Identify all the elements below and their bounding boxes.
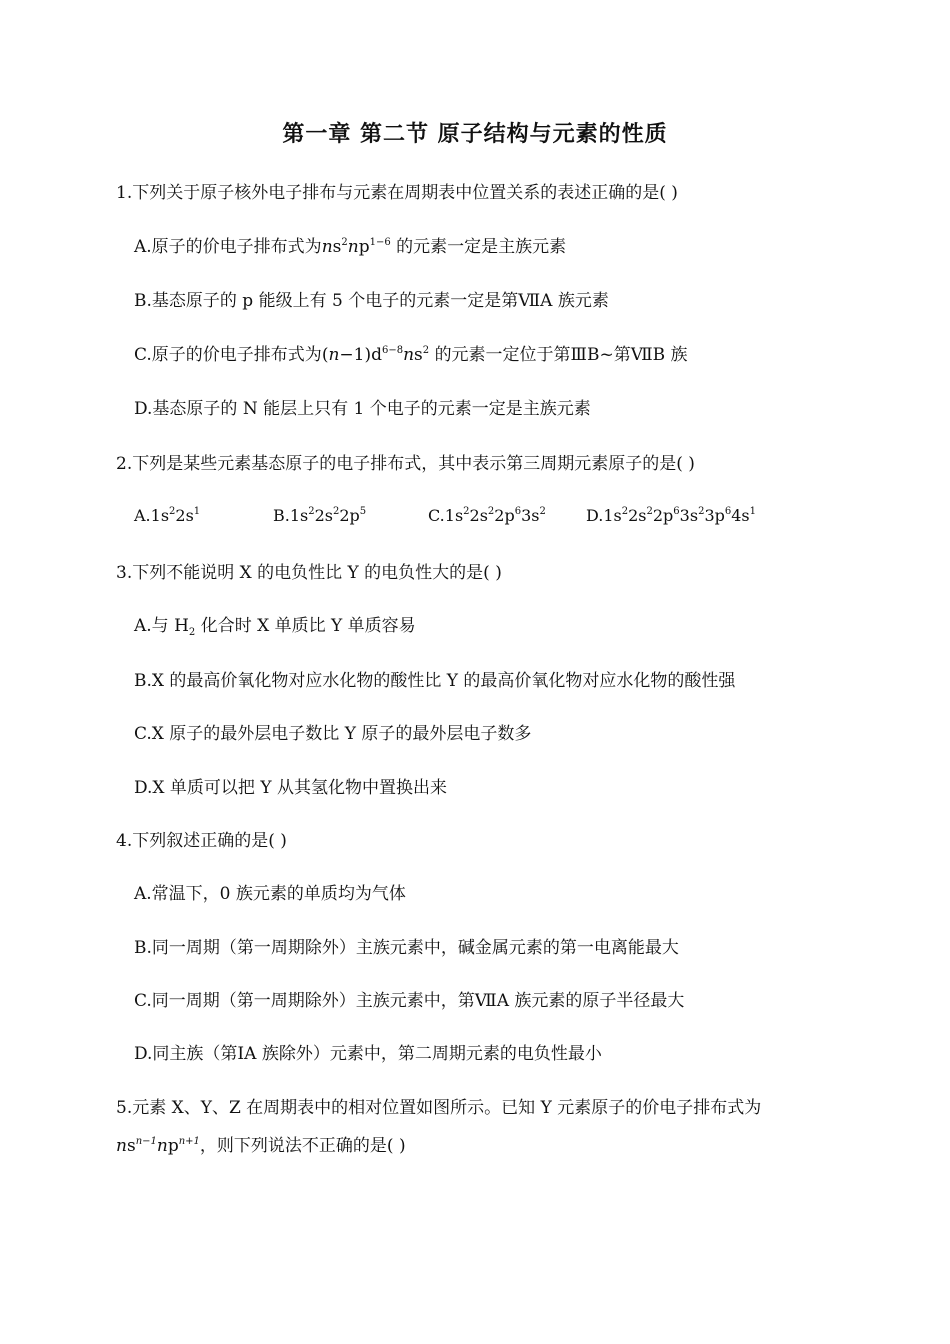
- orbital: 2s: [469, 506, 488, 525]
- option-a-text: A.原子的价电子排布式为: [134, 237, 322, 257]
- option-label: B.: [273, 506, 290, 525]
- option-a-text-end: 的元素一定是主族元素: [396, 237, 567, 257]
- orbital-sup: 2: [487, 506, 495, 517]
- question-2-options: [0, 506, 950, 532]
- orbital-sup: 6: [514, 506, 522, 517]
- formula-p: p: [167, 1136, 179, 1156]
- orbital: 2s: [314, 506, 333, 525]
- question-4-option-b: B.同一周期（第一周期除外）主族元素中，碱金属元素的第一电离能最大: [134, 938, 679, 958]
- formula-n: n: [403, 345, 415, 365]
- question-1-option-b: B.基态原子的 p 能级上有 5 个电子的元素一定是第ⅦA 族元素: [134, 291, 609, 311]
- option-a-text: A.与 H: [134, 616, 189, 636]
- orbital: 1s: [603, 506, 622, 525]
- question-2-option-d: [586, 506, 756, 525]
- question-5-stem-continued: [116, 1134, 406, 1158]
- question-4-option-c: C.同一周期（第一周期除外）主族元素中，第ⅦA 族元素的原子半径最大: [134, 991, 685, 1011]
- option-label: A.: [134, 506, 151, 525]
- formula-sup: n−1: [135, 1136, 157, 1147]
- question-1-option-a: [134, 235, 566, 259]
- orbital-sup: 2: [646, 506, 653, 517]
- formula-sup: 2: [341, 237, 348, 248]
- formula-s: s: [126, 1136, 136, 1156]
- orbital-sup: 5: [359, 506, 367, 517]
- orbital-sup: 2: [698, 506, 705, 517]
- question-2-option-c: [428, 506, 546, 525]
- formula-sup: 2: [422, 345, 430, 356]
- formula-n: n: [347, 237, 359, 257]
- question-3-option-c: C.X 原子的最外层电子数比 Y 原子的最外层电子数多: [134, 724, 532, 744]
- question-3-option-a: [134, 614, 416, 638]
- page-title: 第一章 第二节 原子结构与元素的性质: [282, 121, 668, 147]
- option-label: C.: [428, 506, 445, 525]
- formula-sub: 2: [188, 627, 196, 638]
- question-4-stem: 4.下列叙述正确的是( ): [116, 831, 287, 851]
- orbital: 1s: [289, 506, 309, 525]
- orbital-sup: 1: [193, 506, 201, 517]
- question-2-option-a: [134, 506, 200, 525]
- formula-n: n: [328, 345, 340, 365]
- question-5-stem-end: ，则下列说法不正确的是( ): [199, 1136, 406, 1156]
- orbital-sup: 6: [673, 506, 680, 517]
- orbital: 1s: [444, 506, 464, 525]
- orbital-sup: 2: [621, 506, 629, 517]
- formula-d: −1)d: [339, 345, 382, 365]
- question-3-option-d: D.X 单质可以把 Y 从其氢化物中置换出来: [134, 778, 447, 798]
- option-label: D.: [586, 506, 604, 525]
- orbital-sup: 1: [749, 506, 756, 517]
- formula-sup: 6−8: [381, 345, 404, 356]
- orbital: 3p: [704, 506, 725, 525]
- question-4-option-a: A.常温下，0 族元素的单质均为气体: [134, 884, 406, 904]
- option-c-text-end: 的元素一定位于第ⅢB~第ⅦB 族: [434, 345, 688, 365]
- orbital-sup: 2: [169, 506, 176, 517]
- question-4-option-d: D.同主族（第ⅠA 族除外）元素中，第二周期元素的电负性最小: [134, 1044, 602, 1064]
- formula-n: n: [156, 1136, 168, 1156]
- orbital-sup: 2: [333, 506, 340, 517]
- orbital: 4s: [731, 506, 750, 525]
- question-2-stem: 2.下列是某些元素基态原子的电子排布式，其中表示第三周期元素原子的是( ): [116, 454, 695, 474]
- question-2-option-b: [273, 506, 366, 525]
- orbital-sup: 2: [308, 506, 315, 517]
- orbital: 2p: [494, 506, 515, 525]
- question-1-option-c: [134, 343, 688, 367]
- formula-sup: 1−6: [369, 237, 391, 248]
- question-1-option-d: D.基态原子的 N 能层上只有 1 个电子的元素一定是主族元素: [134, 399, 591, 419]
- formula-p: p: [358, 237, 370, 257]
- question-3-stem: 3.下列不能说明 X 的电负性比 Y 的电负性大的是( ): [116, 563, 502, 583]
- orbital: 2s: [628, 506, 647, 525]
- formula-sup: n+1: [178, 1136, 200, 1147]
- question-5-stem: 5.元素 X、Y、Z 在周期表中的相对位置如图所示。已知 Y 元素原子的价电子排布式为: [116, 1098, 762, 1118]
- orbital-sup: 2: [539, 506, 546, 517]
- question-3-option-b: B.X 的最高价氧化物对应水化物的酸性比 Y 的最高价氧化物对应水化物的酸性强: [134, 671, 736, 691]
- option-a-text-end: 化合时 X 单质比 Y 单质容易: [200, 616, 416, 636]
- orbital-sup: 2: [463, 506, 470, 517]
- orbital: 2s: [175, 506, 194, 525]
- formula-n: n: [321, 237, 333, 257]
- orbital: 3s: [521, 506, 540, 525]
- orbital: 1s: [150, 506, 170, 525]
- formula-n: n: [116, 1136, 127, 1156]
- orbital: 3s: [679, 506, 699, 525]
- orbital: 2p: [652, 506, 674, 525]
- orbital: 2p: [339, 506, 360, 525]
- formula-paren: (: [321, 345, 329, 365]
- question-1-stem: 1.下列关于原子核外电子排布与元素在周期表中位置关系的表述正确的是( ): [116, 183, 678, 203]
- formula-s: s: [414, 345, 423, 365]
- option-c-text: C.原子的价电子排布式为: [134, 345, 322, 365]
- orbital-sup: 6: [724, 506, 732, 517]
- formula-s: s: [332, 237, 342, 257]
